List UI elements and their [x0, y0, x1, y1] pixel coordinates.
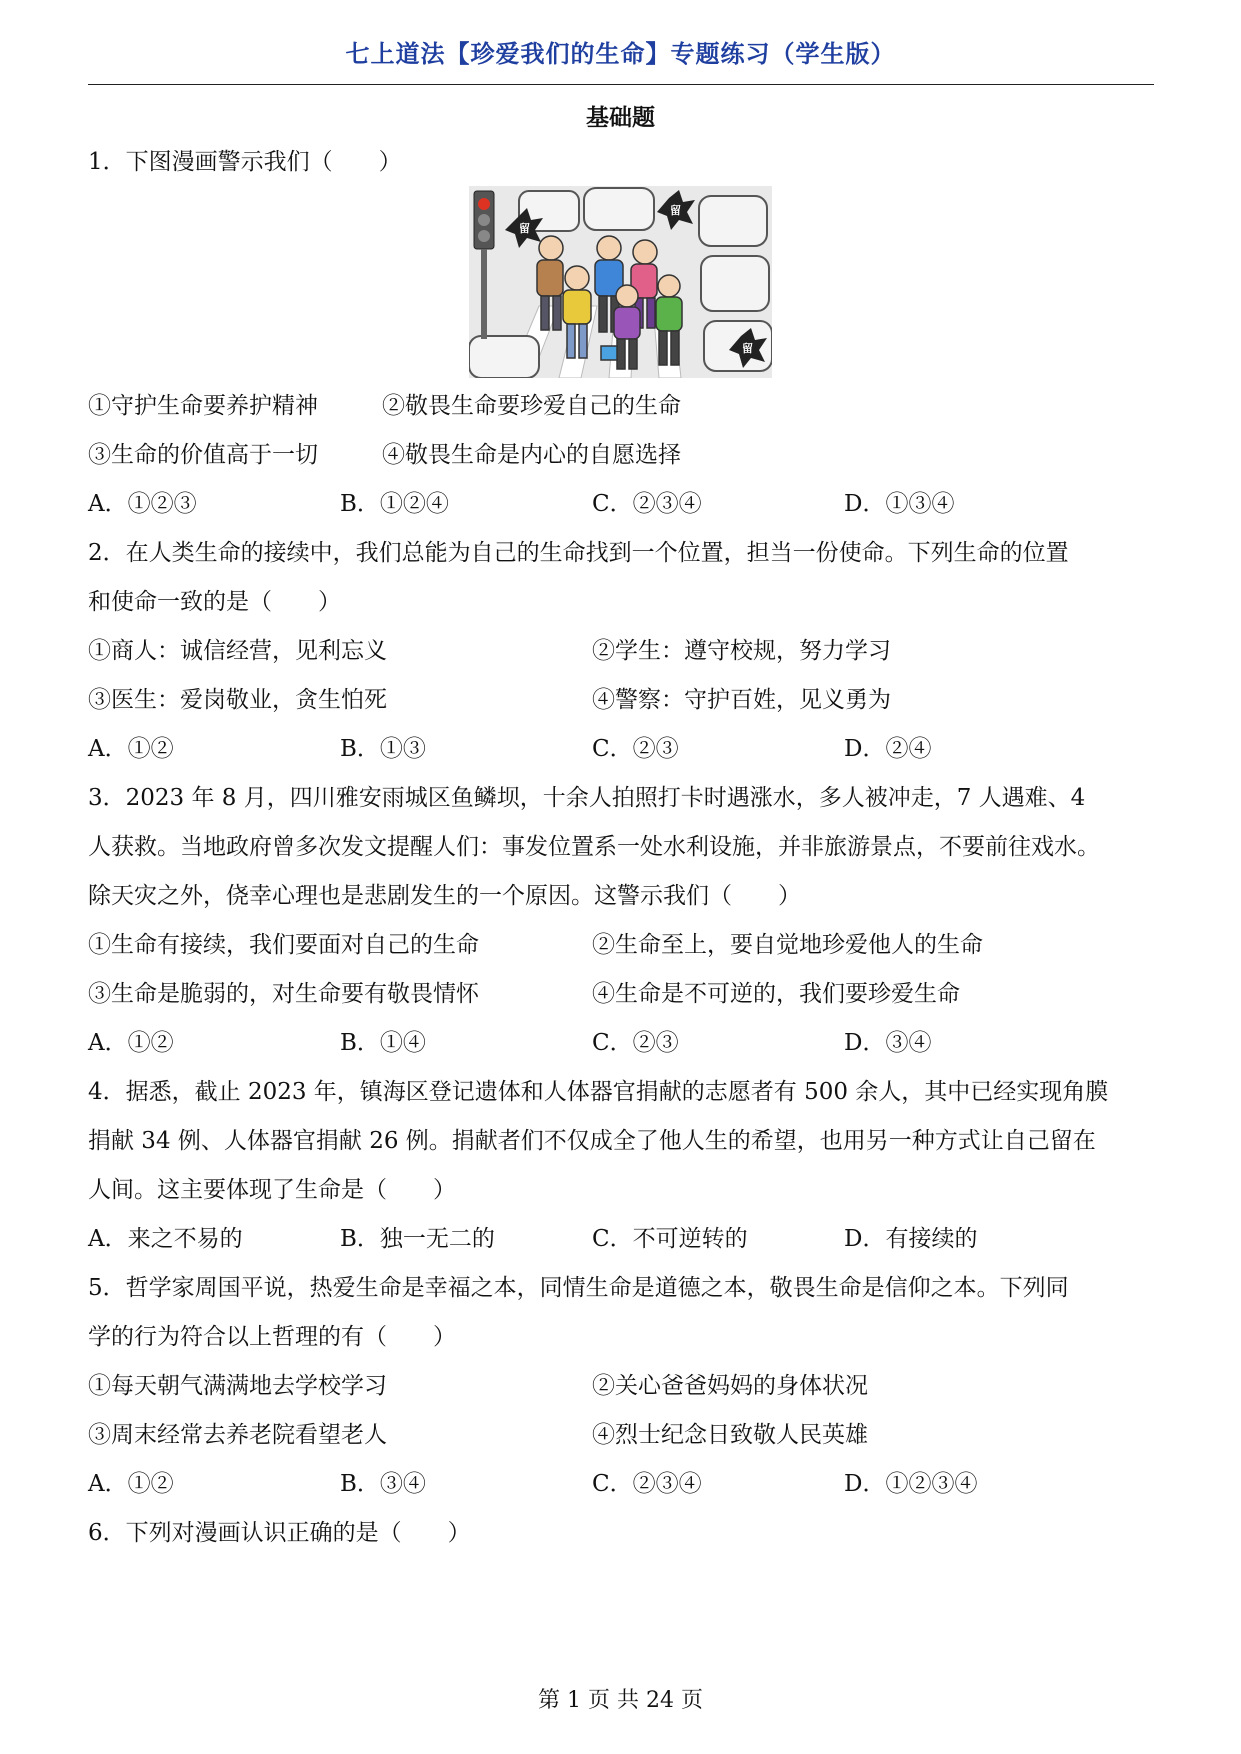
question-5-stem-line: 5．哲学家周国平说，热爱生命是幸福之本，同情生命是道德之本，敬畏生命是信仰之本。下列同	[88, 1275, 1069, 1301]
choice-d[interactable]: D．②④	[844, 736, 932, 762]
question-4-stem-line: 人间。这主要体现了生命是（ ）	[88, 1177, 456, 1203]
choice-c[interactable]: C．②③	[592, 1030, 679, 1056]
question-6-stem: 6．下列对漫画认识正确的是（ ）	[88, 1520, 471, 1546]
choice-d[interactable]: D．①②③④	[844, 1471, 978, 1497]
statement-3: ③生命是脆弱的，对生命要有敬畏情怀	[88, 981, 479, 1007]
question-3-stem-line: 人获救。当地政府曾多次发文提醒人们：事发位置系一处水利设施，并非旅游景点，不要前往戏水。	[88, 834, 1100, 860]
page-header-title: 七上道法【珍爱我们的生命】专题练习（学生版）	[345, 39, 896, 68]
choice-a[interactable]: A．①②	[88, 1030, 174, 1056]
section-title: 基础题	[586, 104, 655, 131]
statement-4: ④烈士纪念日致敬人民英雄	[592, 1422, 868, 1448]
statement-4: ④敬畏生命是内心的自愿选择	[382, 442, 681, 468]
statement-1: ①商人：诚信经营，见利忘义	[88, 638, 387, 664]
horn-sign-text: 留	[742, 342, 753, 355]
header-divider	[88, 84, 1154, 85]
page-number-footer: 第 1 页 共 24 页	[538, 1688, 703, 1713]
choice-c[interactable]: C．②③	[592, 736, 679, 762]
question-2-stem-line: 和使命一致的是（ ）	[88, 589, 341, 615]
question-1-stem: 1．下图漫画警示我们（ ）	[88, 149, 402, 175]
statement-4: ④生命是不可逆的，我们要珍爱生命	[592, 981, 960, 1007]
statement-1: ①每天朝气满满地去学校学习	[88, 1373, 387, 1399]
question-3-stem-line: 除天灾之外，侥幸心理也是悲剧发生的一个原因。这警示我们（ ）	[88, 883, 801, 909]
statement-3: ③周末经常去养老院看望老人	[88, 1422, 387, 1448]
horn-sign-text: 留	[519, 222, 530, 235]
statement-2: ②关心爸爸妈妈的身体状况	[592, 1373, 868, 1399]
choice-c[interactable]: C．②③④	[592, 1471, 702, 1497]
choice-b[interactable]: B．③④	[340, 1471, 426, 1497]
choice-a[interactable]: A．①②③	[88, 491, 197, 517]
question-4-stem-line: 捐献 34 例、人体器官捐献 26 例。捐献者们不仅成全了他人生的希望，也用另一种方式让自己留在	[88, 1128, 1096, 1154]
statement-1: ①守护生命要养护精神	[88, 393, 318, 419]
choice-b[interactable]: B．①④	[340, 1030, 426, 1056]
choice-d[interactable]: D．③④	[844, 1030, 932, 1056]
statement-4: ④警察：守护百姓，见义勇为	[592, 687, 891, 713]
choice-a[interactable]: A．来之不易的	[88, 1226, 243, 1252]
question-5-stem-line: 学的行为符合以上哲理的有（ ）	[88, 1324, 456, 1350]
statement-1: ①生命有接续，我们要面对自己的生命	[88, 932, 479, 958]
choice-d[interactable]: D．①③④	[844, 491, 955, 517]
choice-c[interactable]: C．不可逆转的	[592, 1226, 748, 1252]
statement-3: ③医生：爱岗敬业，贪生怕死	[88, 687, 387, 713]
choice-b[interactable]: B．①②④	[340, 491, 449, 517]
statement-2: ②生命至上，要自觉地珍爱他人的生命	[592, 932, 983, 958]
question-3-stem-line: 3．2023 年 8 月，四川雅安雨城区鱼鳞坝，十余人拍照打卡时遇涨水，多人被冲走，7 人遇难、4	[88, 785, 1086, 811]
choice-c[interactable]: C．②③④	[592, 491, 702, 517]
choice-a[interactable]: A．①②	[88, 1471, 174, 1497]
pedestrian-cartoon-image	[469, 186, 772, 378]
statement-3: ③生命的价值高于一切	[88, 442, 318, 468]
choice-a[interactable]: A．①②	[88, 736, 174, 762]
horn-sign-text: 留	[670, 204, 681, 217]
choice-b[interactable]: B．独一无二的	[340, 1226, 495, 1252]
question-4-stem-line: 4．据悉，截止 2023 年，镇海区登记遗体和人体器官捐献的志愿者有 500 余人，其中已经实现角膜	[88, 1079, 1109, 1105]
question-2-stem-line: 2．在人类生命的接续中，我们总能为自己的生命找到一个位置，担当一份使命。下列生命的位置	[88, 540, 1069, 566]
statement-2: ②学生：遵守校规，努力学习	[592, 638, 891, 664]
statement-2: ②敬畏生命要珍爱自己的生命	[382, 393, 681, 419]
choice-b[interactable]: B．①③	[340, 736, 426, 762]
choice-d[interactable]: D．有接续的	[844, 1226, 978, 1252]
